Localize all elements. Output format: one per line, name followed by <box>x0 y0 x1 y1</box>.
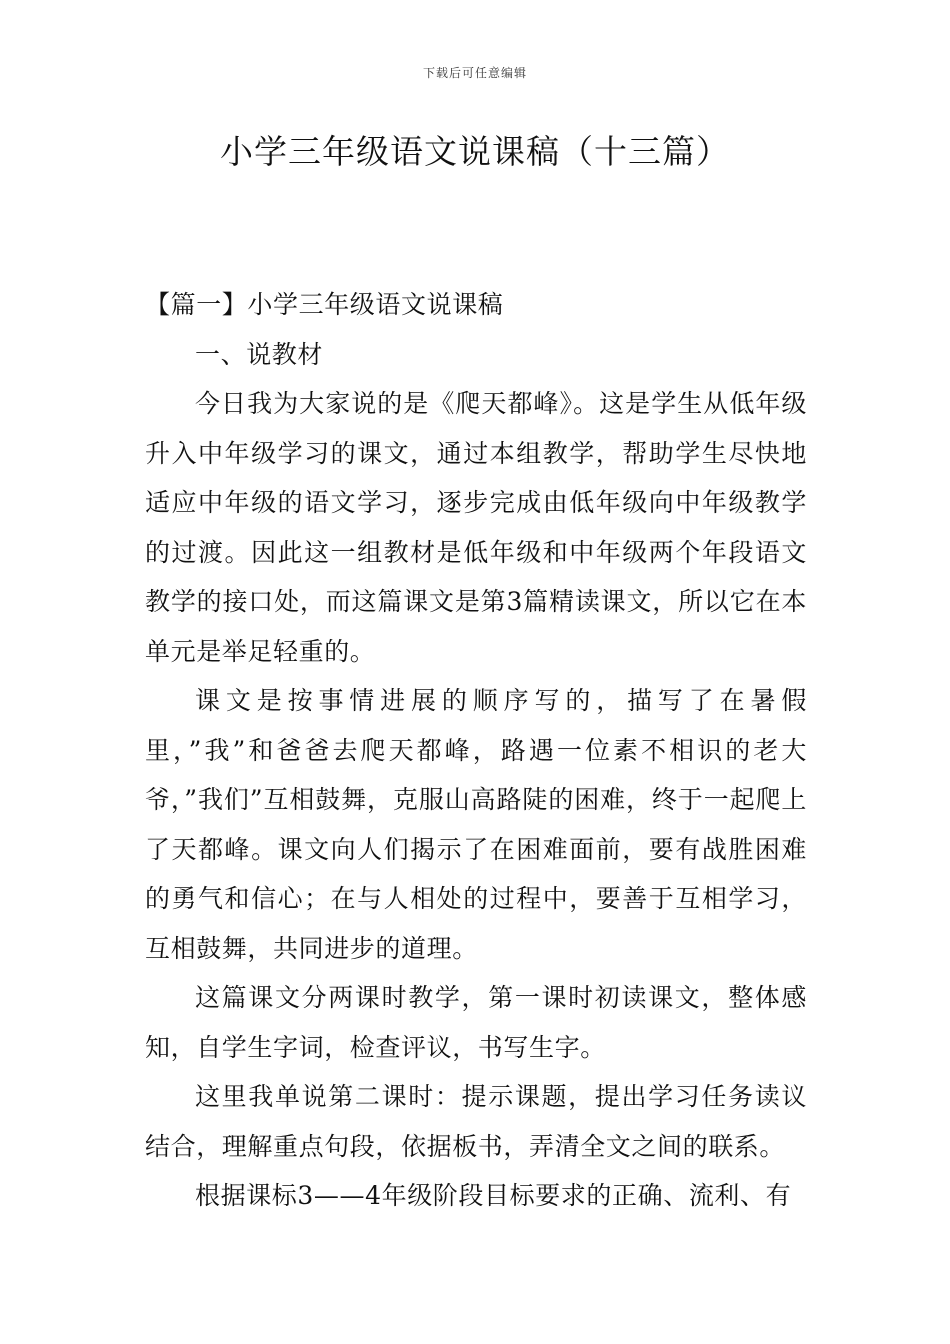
paragraph-6: 根据课标3——4年级阶段目标要求的正确、流利、有 <box>195 1181 792 1210</box>
section-heading: 【篇一】小学三年级语文说课稿 <box>145 290 504 319</box>
paragraph-2: 今日我为大家说的是《爬天都峰》。这是学生从低年级升入中年级学习的课文，通过本组教学，帮助学生尽快地适应中年级的语文学习，逐步完成由低年级向中年级教学的过渡。因此这一组教材是低年级和中年级两个年段语文教学的接口处，而这篇课文是第3篇精读课文，所以它在本单元是举足轻重的。 <box>145 389 807 666</box>
paragraph-1: 一、说教材 <box>195 339 324 369</box>
document-title: 小学三年级语文说课稿（十三篇） <box>220 132 730 171</box>
paragraph-3: 课文是按事情进展的顺序写的，描写了在暑假里，”我”和爸爸去爬天都峰，路遇一位素不相识的老大爷，”我们”互相鼓舞，克服山高路陡的困难，终于一起爬上了天都峰。课文向人们揭示了在困难面前，要有战胜困难的勇气和信心；在与人相处的过程中，要善于互相学习，互相鼓舞，共同进步的道理。 <box>145 686 807 963</box>
header-note: 下载后可任意编辑 <box>422 66 527 80</box>
paragraph-5: 这里我单说第二课时：提示课题，提出学习任务读议结合，理解重点句段，依据板书，弄清全文之间的联系。 <box>145 1082 807 1161</box>
document-body <box>145 280 807 1221</box>
paragraph-4: 这篇课文分两课时教学，第一课时初读课文，整体感知，自学生字词，检查评议，书写生字。 <box>145 983 807 1062</box>
